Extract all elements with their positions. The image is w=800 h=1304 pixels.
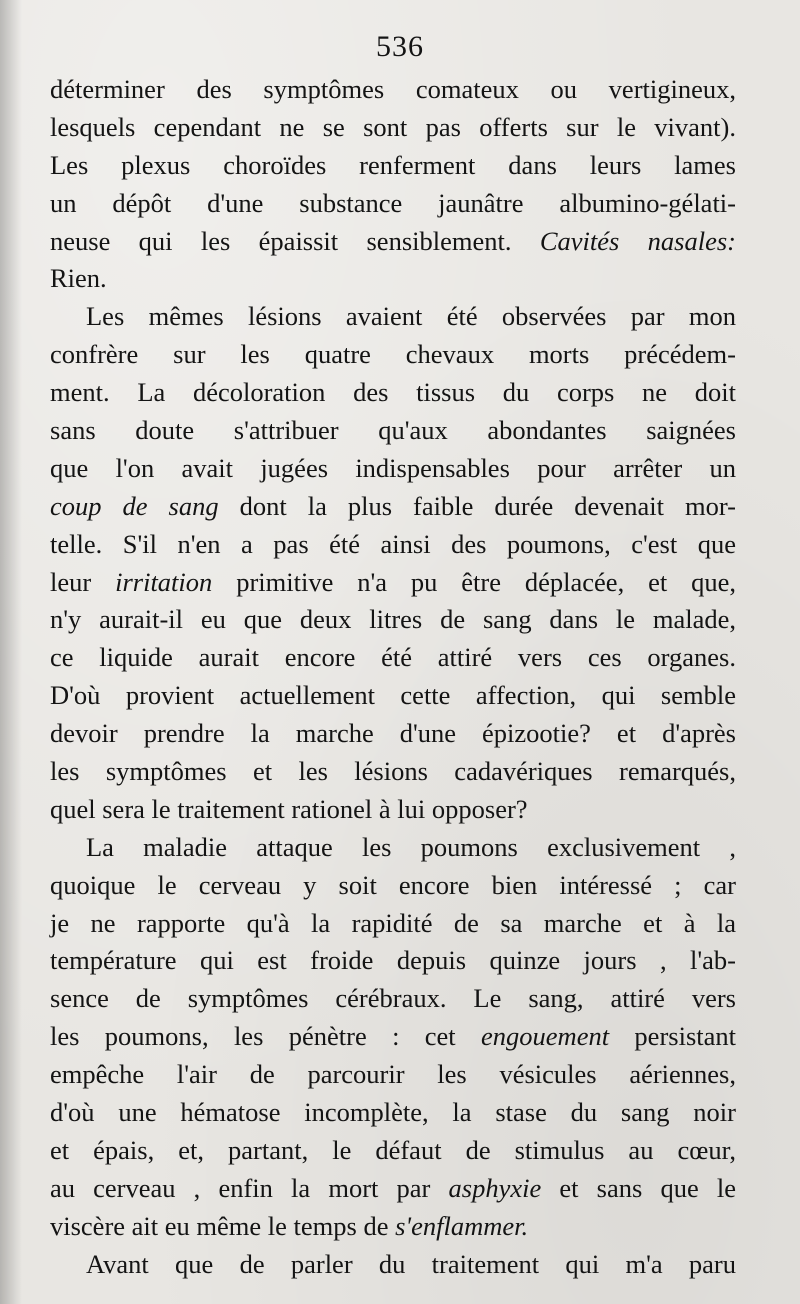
text-line — [50, 1246, 736, 1284]
text-line — [50, 601, 736, 639]
text-line — [50, 1018, 736, 1056]
line-text: telle. S'il n'en a pas été ainsi des poumons, c'est que — [50, 528, 736, 559]
line-text: les symptômes et les lésions cadavériques remarqués, — [50, 756, 736, 787]
line-text: un dépôt d'une substance jaunâtre albumino-gélati- — [50, 187, 736, 218]
text-line — [50, 185, 736, 223]
text-line — [50, 905, 736, 943]
text-line — [50, 223, 736, 261]
line-text: sence de symptômes cérébraux. Le sang, attiré vers — [50, 983, 736, 1014]
line-text: persistant — [609, 1021, 736, 1052]
line-text: que l'on avait jugées indispensables pour arrêter un — [50, 452, 736, 483]
text-line — [50, 677, 736, 715]
text-line — [50, 412, 736, 450]
line-text: D'où provient actuellement cette affection, qui semble — [50, 680, 736, 711]
text-line — [50, 71, 736, 109]
text-line — [50, 980, 736, 1018]
italic-text: Cavités nasales: — [539, 225, 736, 256]
text-line — [50, 260, 736, 298]
line-text: primitive n'a pu être déplacée, et que, — [212, 566, 736, 597]
text-line — [50, 715, 736, 753]
italic-text: engouement — [481, 1021, 610, 1052]
line-text: température qui est froide depuis quinze jours , l'ab- — [50, 945, 736, 976]
line-text: n'y aurait-il eu que deux litres de sang dans le malade, — [50, 604, 736, 635]
text-line — [50, 109, 736, 147]
text-line — [50, 829, 736, 867]
line-text: La maladie attaque les poumons exclusivement , — [86, 831, 736, 862]
line-text: Rien. — [50, 263, 107, 294]
line-text: quoique le cerveau y soit encore bien intéressé ; car — [50, 869, 736, 900]
line-text: déterminer des symptômes comateux ou vertigineux, — [50, 74, 736, 104]
text-line — [50, 488, 736, 526]
line-text: et sans que le — [541, 1172, 736, 1203]
line-text: Les mêmes lésions avaient été observées par mon — [86, 301, 736, 332]
text-line — [50, 298, 736, 336]
line-text: d'où une hématose incomplète, la stase du sang noir — [50, 1097, 736, 1128]
text-line — [50, 450, 736, 488]
page-number: 536 — [376, 30, 424, 63]
line-text: Les plexus choroïdes renferment dans leurs lames — [50, 149, 736, 180]
text-line — [50, 1094, 736, 1132]
text-line — [50, 526, 736, 564]
line-text: dont la plus faible durée devenait mor- — [218, 490, 736, 521]
text-line — [50, 374, 736, 412]
line-text: ment. La décoloration des tissus du corps ne doit — [50, 377, 736, 408]
italic-text: coup de sang — [50, 490, 219, 521]
text-line — [50, 791, 736, 829]
line-text: viscère ait eu même le temps de — [50, 1210, 396, 1241]
body-text — [50, 71, 736, 1284]
line-text: et épais, et, partant, le défaut de stimulus au cœur, — [50, 1134, 736, 1165]
binding-shadow — [0, 0, 22, 1304]
line-text: quel sera le traitement rationel à lui opposer? — [50, 793, 528, 824]
line-text: leur — [50, 566, 116, 597]
text-line — [50, 1132, 736, 1170]
line-text: je ne rapporte qu'à la rapidité de sa marche et à la — [50, 907, 736, 938]
line-text: neuse qui les épaissit sensiblement. — [50, 225, 540, 256]
text-line — [50, 942, 736, 980]
line-text: confrère sur les quatre chevaux morts précédem- — [50, 339, 736, 370]
text-line — [50, 867, 736, 905]
text-line — [50, 753, 736, 791]
line-text: lesquels cependant ne se sont pas offerts sur le vivant). — [50, 111, 736, 142]
italic-text: asphyxie — [448, 1172, 542, 1203]
line-text: Avant que de parler du traitement qui m'a paru — [86, 1248, 736, 1279]
italic-text: s'enflammer. — [395, 1210, 529, 1241]
text-line — [50, 639, 736, 677]
text-line — [50, 564, 736, 602]
text-line — [50, 1170, 736, 1208]
text-line — [50, 336, 736, 374]
line-text: empêche l'air de parcourir les vésicules aériennes, — [50, 1059, 736, 1090]
line-text: devoir prendre la marche d'une épizootie? et d'après — [50, 718, 736, 749]
line-text: au cerveau , enfin la mort par — [50, 1172, 449, 1203]
line-text: sans doute s'attribuer qu'aux abondantes saignées — [50, 415, 736, 446]
italic-text: irritation — [115, 566, 213, 597]
text-line — [50, 147, 736, 185]
line-text: les poumons, les pénètre : cet — [50, 1021, 482, 1052]
text-line — [50, 1208, 736, 1246]
text-line — [50, 1056, 736, 1094]
line-text: ce liquide aurait encore été attiré vers ces organes. — [50, 642, 736, 673]
